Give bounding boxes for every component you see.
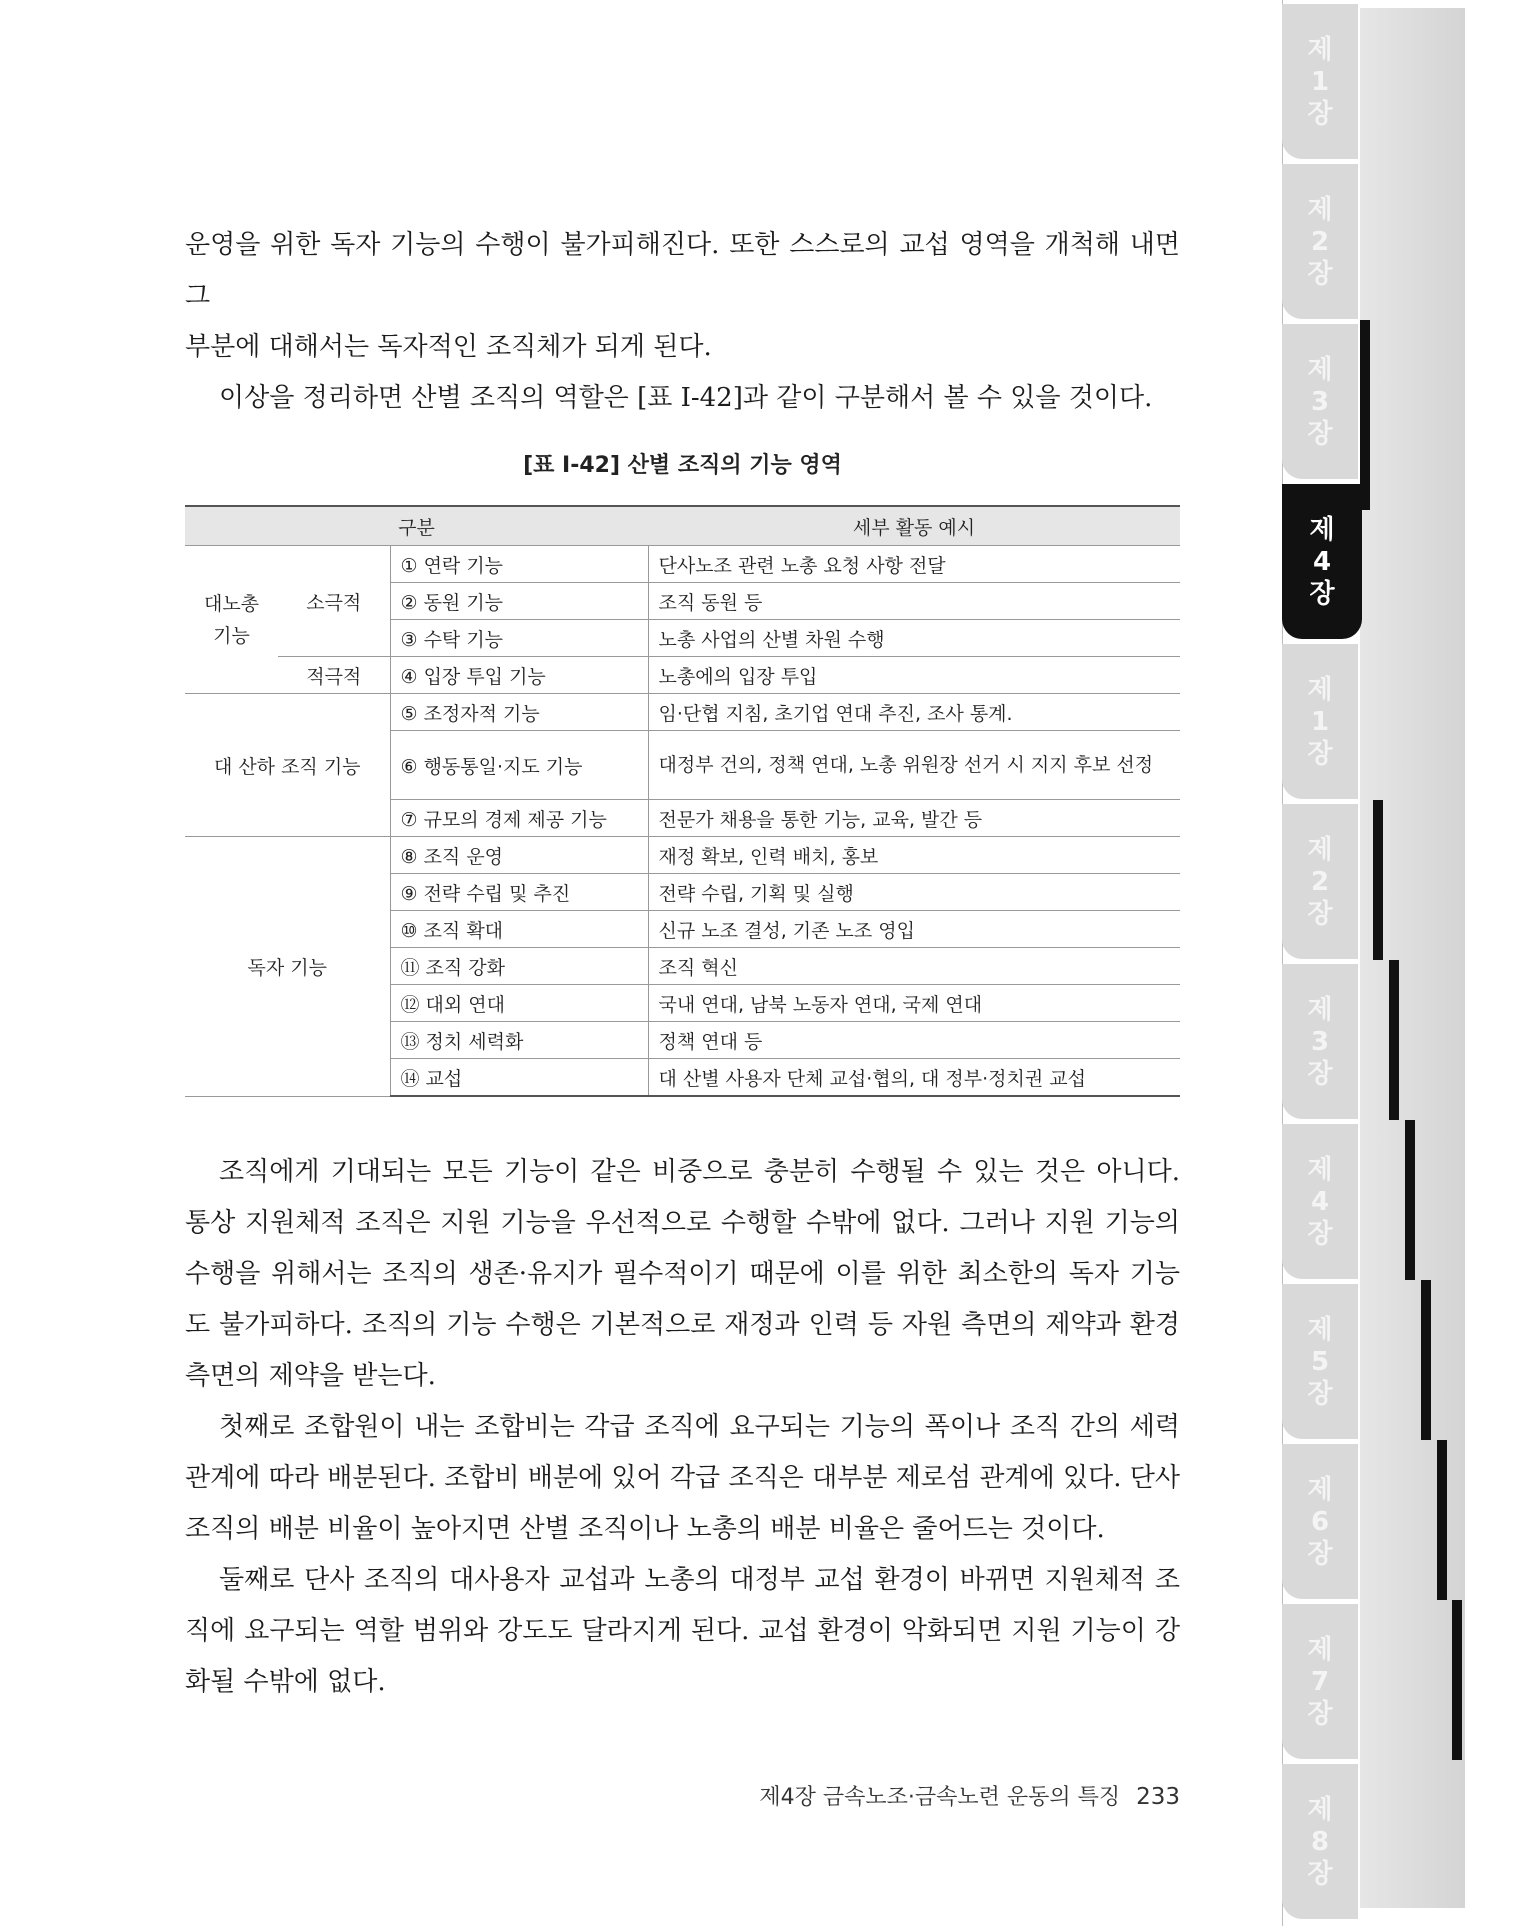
example-cell: 전문가 채용을 통한 기능, 교육, 발간 등 — [648, 800, 1180, 837]
chapter-tab-label: 제 — [1307, 1154, 1333, 1185]
chapter-tab-label: 장 — [1307, 418, 1333, 449]
chapter-tab[interactable] — [1282, 4, 1358, 159]
chapter-tab[interactable] — [1282, 164, 1358, 319]
func-cell: ⑧ 조직 운영 — [390, 837, 648, 874]
chapter-tab-label: 제 — [1309, 514, 1335, 545]
table-header-row — [185, 506, 1180, 546]
chapter-tab-label: 제 — [1307, 354, 1333, 385]
func-cell: ⑫ 대외 연대 — [390, 985, 648, 1022]
chapter-tab[interactable] — [1282, 1444, 1358, 1599]
edge-marker — [1405, 1120, 1415, 1280]
chapter-tab[interactable] — [1282, 644, 1358, 799]
chapter-tab-label: 제 — [1307, 1314, 1333, 1345]
chapter-tab[interactable] — [1282, 484, 1362, 639]
func-cell: ④ 입장 투입 기능 — [390, 657, 648, 694]
func-cell: ③ 수탁 기능 — [390, 620, 648, 657]
chapter-tab-label: 2 — [1310, 226, 1330, 257]
chapter-tab[interactable] — [1282, 324, 1358, 479]
func-cell: ⑦ 규모의 경제 제공 기능 — [390, 800, 648, 837]
chapter-tab-label: 6 — [1310, 1506, 1330, 1537]
example-cell: 조직 혁신 — [648, 948, 1180, 985]
example-cell: 전략 수립, 기획 및 실행 — [648, 874, 1180, 911]
chapter-tab-label: 제 — [1307, 994, 1333, 1025]
text-line: 부분에 대해서는 독자적인 조직체가 되게 된다. — [185, 332, 712, 362]
chapter-tab-label: 장 — [1307, 1698, 1333, 1729]
func-cell: ⑪ 조직 강화 — [390, 948, 648, 985]
paragraph-functions: 조직에게 기대되는 모든 기능이 같은 비중으로 충분히 수행될 수 있는 것은 아니다. 통상 지원체적 조직은 지원 기능을 우선적으로 수행할 수밖에 없다. 그러나 지원 기능의 수행을 위해서는 조직의 생존·유지가 필수적이기 때문에 이를 위한 최소한의 독자 기능도 불가피하다. 조직의 기능 수행은 기본적으로 재정과 인력 등 자원 측면의 제약과 환경 측면의 제약을 받는다. — [185, 1157, 1180, 1391]
example-cell: 노총에의 입장 투입 — [648, 657, 1180, 694]
edge-marker — [1421, 1280, 1431, 1440]
table-row — [185, 837, 1180, 874]
group-label: 대 산하 조직 기능 — [185, 694, 390, 837]
chapter-tab-label: 장 — [1307, 258, 1333, 289]
func-cell: ⑩ 조직 확대 — [390, 911, 648, 948]
chapter-tab-label: 1 — [1310, 66, 1330, 97]
edge-marker — [1373, 800, 1383, 960]
example-cell: 신규 노조 결성, 기존 노조 영입 — [648, 911, 1180, 948]
paragraph-second: 둘째로 단사 조직의 대사용자 교섭과 노총의 대정부 교섭 환경이 바뀌면 지원체적 조직에 요구되는 역할 범위와 강도도 달라지게 된다. 교섭 환경이 악화되면 지원 기능이 강화될 수밖에 없다. — [185, 1565, 1180, 1697]
chapter-tab-label: 장 — [1307, 738, 1333, 769]
chapter-tab-label: 장 — [1307, 1378, 1333, 1409]
chapter-tab[interactable] — [1282, 964, 1358, 1119]
edge-marker — [1437, 1440, 1447, 1600]
chapter-tab-label: 제 — [1307, 34, 1333, 65]
chapter-tab[interactable] — [1282, 1124, 1358, 1279]
table-row — [185, 694, 1180, 731]
chapter-tab-label: 장 — [1307, 98, 1333, 129]
chapter-tab-label: 1 — [1310, 706, 1330, 737]
chapter-tab-label: 제 — [1307, 194, 1333, 225]
chapter-tab-label: 8 — [1310, 1826, 1330, 1857]
paragraph-first: 첫째로 조합원이 내는 조합비는 각급 조직에 요구되는 기능의 폭이나 조직 간의 세력관계에 따라 배분된다. 조합비 배분에 있어 각급 조직은 대부분 제로섬 관계에 있다. 단사 조직의 배분 비율이 높아지면 산별 조직이나 노총의 배분 비율은 줄어드는 것이다. — [185, 1412, 1180, 1544]
subgroup-label: 소극적 — [278, 546, 390, 657]
chapter-tab-label: 장 — [1307, 1858, 1333, 1889]
func-cell: ⑨ 전략 수립 및 추진 — [390, 874, 648, 911]
chapter-tab-label: 제 — [1307, 1794, 1333, 1825]
table-row — [185, 657, 1180, 694]
example-cell: 재정 확보, 인력 배치, 홍보 — [648, 837, 1180, 874]
edge-marker — [1389, 960, 1399, 1120]
chapter-tab-label: 장 — [1307, 1538, 1333, 1569]
running-footer — [700, 1780, 1180, 1811]
group-label: 독자 기능 — [185, 837, 390, 1097]
chapter-tab-label: 장 — [1307, 898, 1333, 929]
chapter-tab[interactable] — [1282, 804, 1358, 959]
chapter-tab-label: 제 — [1307, 1474, 1333, 1505]
example-cell: 국내 연대, 남북 노동자 연대, 국제 연대 — [648, 985, 1180, 1022]
chapter-tab-label: 제 — [1307, 674, 1333, 705]
chapter-tab-label: 제 — [1307, 1634, 1333, 1665]
header-examples: 세부 활동 예시 — [648, 506, 1180, 546]
func-cell: ① 연락 기능 — [390, 546, 648, 583]
chapter-tab-label: 5 — [1310, 1346, 1330, 1377]
example-cell: 대 산별 사용자 단체 교섭·협의, 대 정부·정치권 교섭 — [648, 1059, 1180, 1097]
paragraph-summary: 이상을 정리하면 산별 조직의 역할은 [표 Ⅰ-42]과 같이 구분해서 볼 수 있을 것이다. — [219, 383, 1153, 413]
chapter-tab-label: 4 — [1310, 1186, 1330, 1217]
text-line: 운영을 위한 독자 기능의 수행이 불가피해진다. 또한 스스로의 교섭 영역을 개척해 내면 그 — [185, 230, 1180, 311]
example-cell: 대정부 건의, 정책 연대, 노총 위원장 선거 시 지지 후보 선정 — [648, 731, 1180, 800]
page-number: 233 — [1136, 1784, 1180, 1810]
function-table — [185, 505, 1180, 1097]
subgroup-label: 적극적 — [278, 657, 390, 694]
chapter-tab[interactable] — [1282, 1764, 1358, 1919]
chapter-tab-label: 장 — [1307, 1218, 1333, 1249]
func-cell: ⑭ 교섭 — [390, 1059, 648, 1097]
func-cell: ② 동원 기능 — [390, 583, 648, 620]
table-caption: [표 Ⅰ-42] 산별 조직의 기능 영역 — [523, 453, 842, 478]
edge-marker — [1452, 1600, 1462, 1760]
example-cell: 노총 사업의 산별 차원 수행 — [648, 620, 1180, 657]
edge-marker — [1360, 320, 1370, 510]
group-label: 대노총 기능 — [185, 546, 278, 694]
func-cell: ⑤ 조정자적 기능 — [390, 694, 648, 731]
chapter-tab-label: 4 — [1312, 546, 1332, 577]
chapter-tab-label: 장 — [1307, 1058, 1333, 1089]
example-cell: 단사노조 관련 노총 요청 사항 전달 — [648, 546, 1180, 583]
example-cell: 조직 동원 등 — [648, 583, 1180, 620]
table-row — [185, 546, 1180, 583]
chapter-tab-label: 3 — [1310, 386, 1330, 417]
example-cell: 정책 연대 등 — [648, 1022, 1180, 1059]
chapter-tab-label: 제 — [1307, 834, 1333, 865]
func-cell: ⑬ 정치 세력화 — [390, 1022, 648, 1059]
chapter-tab[interactable] — [1282, 1604, 1358, 1759]
chapter-tab[interactable] — [1282, 1284, 1358, 1439]
chapter-tab-label: 장 — [1309, 578, 1335, 609]
example-cell: 임·단협 지침, 초기업 연대 추진, 조사 통계. — [648, 694, 1180, 731]
header-category: 구분 — [185, 506, 648, 546]
func-cell: ⑥ 행동통일·지도 기능 — [390, 731, 648, 800]
paragraph-body — [185, 1147, 1180, 1708]
chapter-tab-label: 3 — [1310, 1026, 1330, 1057]
chapter-tab-label: 7 — [1310, 1666, 1330, 1697]
paragraph-intro — [185, 220, 1180, 424]
chapter-tab-label: 2 — [1310, 866, 1330, 897]
chapter-title: 제4장 금속노조·금속노련 운동의 특징 — [759, 1785, 1121, 1810]
